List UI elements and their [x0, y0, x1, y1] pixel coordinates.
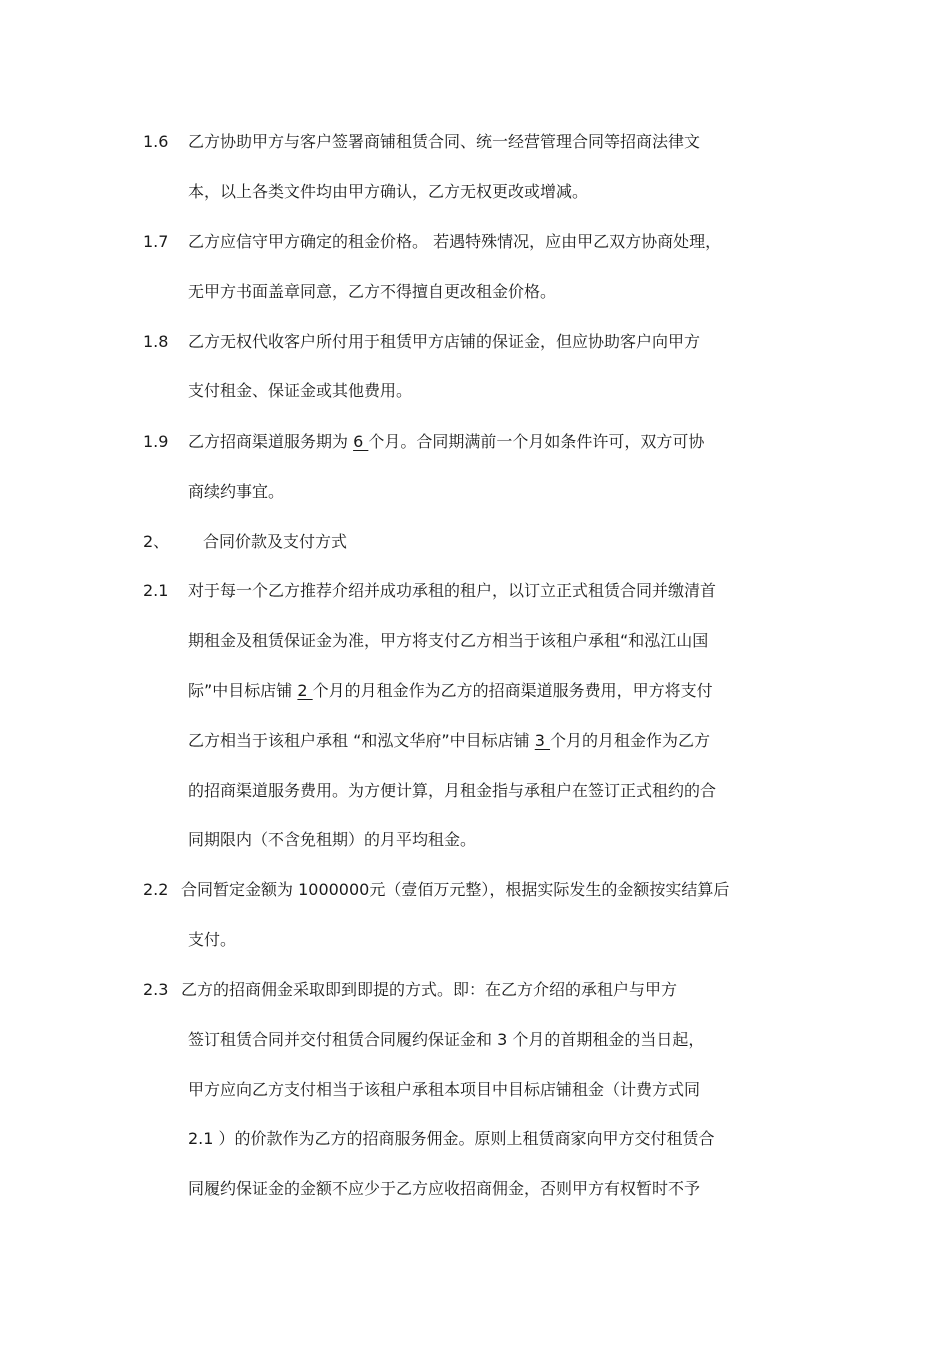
text-segment: 个月的月租金作为乙方的招商渠道服务费用，甲方将支付	[312, 681, 713, 700]
clause-number: 1.6	[143, 132, 169, 151]
clause-text-line: 乙方无权代收客户所付用于租赁甲方店铺的保证金，但应协助客户向甲方	[188, 332, 701, 351]
clause-number: 2.3	[143, 980, 169, 999]
clause-number: 2.2	[143, 880, 169, 899]
clause-text-line: 支付。	[188, 930, 237, 949]
text-segment: 乙方招商渠道服务期为	[188, 432, 354, 451]
clause-number: 2.1	[143, 581, 169, 600]
text-segment: 个月的月租金作为乙方	[550, 731, 711, 750]
clause-text-line: 的招商渠道服务费用。为方便计算，月租金指与承租户在签订正式租约的合	[188, 781, 717, 800]
clause-text-line: 对于每一个乙方推荐介绍并成功承租的租户，以订立正式租赁合同并缴清首	[188, 581, 717, 600]
months-value: 3	[534, 731, 551, 750]
clause-text-line	[188, 680, 713, 702]
clause-text-line: 乙方的招商佣金采取即到即提的方式。即：在乙方介绍的承租户与甲方	[181, 980, 678, 999]
clause-text-line: 甲方应向乙方支付相当于该租户承租本项目中目标店铺租金（计费方式同	[188, 1080, 701, 1099]
section-title: 合同价款及支付方式	[203, 532, 348, 551]
months-value: 6	[353, 432, 369, 451]
clause-text-line: 同履约保证金的金额不应少于乙方应收招商佣金，否则甲方有权暂时不予	[188, 1179, 701, 1198]
clause-text-line	[188, 730, 710, 752]
clause-text-line: 签订租赁合同并交付租赁合同履约保证金和 3 个月的首期租金的当日起，	[188, 1030, 705, 1049]
clause-text-line: 期租金及租赁保证金为准，甲方将支付乙方相当于该租户承租“和泓江山国	[188, 631, 709, 650]
clause-text-line: 商续约事宜。	[188, 482, 285, 501]
section-number: 2、	[143, 532, 170, 551]
text-segment: 乙方相当于该租户承租 “和泓文华府”中目标店铺	[188, 731, 535, 750]
clause-number: 1.9	[143, 432, 169, 451]
months-value: 2	[297, 681, 313, 700]
clause-text-line: 乙方协助甲方与客户签署商铺租赁合同、统一经营管理合同等招商法律文	[188, 132, 701, 151]
text-segment: 个月。合同期满前一个月如条件许可，双方可协	[368, 432, 705, 451]
clause-text-line: 无甲方书面盖章同意，乙方不得擅自更改租金价格。	[188, 282, 557, 301]
clause-number: 1.8	[143, 332, 169, 351]
clause-text-line: 2.1 ）的价款作为乙方的招商服务佣金。原则上租赁商家向甲方交付租赁合	[188, 1129, 715, 1148]
clause-text-line: 合同暂定金额为 1000000元（壹佰万元整），根据实际发生的金额按实结算后	[181, 880, 730, 899]
clause-number: 1.7	[143, 232, 169, 251]
clause-text-line	[188, 431, 704, 453]
clause-text-line: 同期限内（不含免租期）的月平均租金。	[188, 830, 477, 849]
clause-text-line: 支付租金、保证金或其他费用。	[188, 381, 413, 400]
text-segment: 际”中目标店铺	[188, 681, 298, 700]
clause-text-line: 乙方应信守甲方确定的租金价格。 若遇特殊情况，应由甲乙双方协商处理，	[188, 232, 722, 251]
clause-text-line: 本，以上各类文件均由甲方确认，乙方无权更改或增减。	[188, 182, 589, 201]
